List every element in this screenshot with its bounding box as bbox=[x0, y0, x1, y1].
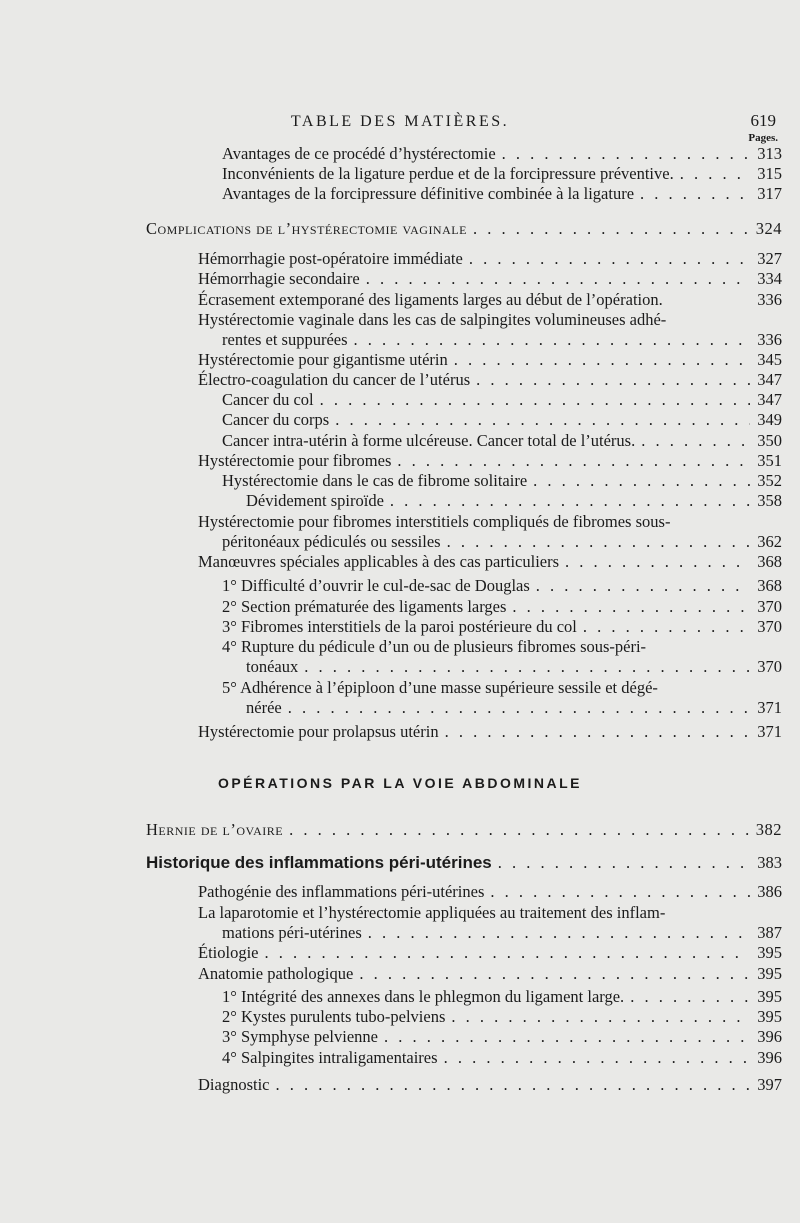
toc-entry: Étiologie . . . 395 bbox=[198, 943, 782, 963]
toc-entry: Hystérectomie pour prolapsus utérin . . . 371 bbox=[198, 722, 782, 742]
toc-entry: Hystérectomie dans le cas de fibrome solitaire . . . 352 bbox=[222, 471, 782, 491]
toc-entry: Hystérectomie pour fibromes . . . 351 bbox=[198, 451, 782, 471]
toc-chapter-entry: Historique des inflammations péri-utérines . . . 383 bbox=[146, 853, 782, 873]
toc-entry: 3° Symphyse pelvienne . . . 396 bbox=[222, 1027, 782, 1047]
page-number: 619 bbox=[750, 111, 776, 130]
toc-entry: Manœuvres spéciales applicables à des cas particuliers . . . 368 bbox=[198, 552, 782, 572]
toc-entry: 2° Kystes purulents tubo-pelviens . . . 395 bbox=[222, 1007, 782, 1027]
toc-entry-line: 5° Adhérence à l’épiploon d’une masse supérieure sessile et dégé- bbox=[222, 678, 658, 697]
toc-entry: Écrasement extemporané des ligaments larges au début de l’opération. 336 bbox=[198, 290, 782, 309]
toc-entry: mations péri-utérines . . . 387 bbox=[222, 923, 782, 943]
toc-entry: Cancer du col . . . 347 bbox=[222, 390, 782, 410]
toc-entry: Diagnostic . . . 397 bbox=[198, 1075, 782, 1095]
toc-entry: 2° Section prématurée des ligaments larges . . . 370 bbox=[222, 597, 782, 617]
toc-entry: Électro-coagulation du cancer de l’utérus . . . 347 bbox=[198, 370, 782, 390]
toc-entry-line: Hystérectomie pour fibromes interstitiels compliqués de fibromes sous- bbox=[198, 512, 671, 531]
toc-entry: Pathogénie des inflammations péri-utérines . . . 386 bbox=[198, 882, 782, 902]
toc-entry: Dévidement spiroïde . . . 358 bbox=[246, 491, 782, 511]
toc-entry: 1° Intégrité des annexes dans le phlegmon du ligament large. . . . 395 bbox=[222, 987, 782, 1007]
toc-entry: 4° Salpingites intraligamentaires . . . 396 bbox=[222, 1048, 782, 1068]
toc-entry: Hémorrhagie secondaire . . . 334 bbox=[198, 269, 782, 289]
toc-entry: Cancer du corps . . . 349 bbox=[222, 410, 782, 430]
toc-entry: Anatomie pathologique . . . 395 bbox=[198, 964, 782, 984]
toc-entry: rentes et suppurées . . . 336 bbox=[222, 330, 782, 350]
toc-entry: nérée . . . 371 bbox=[246, 698, 782, 718]
toc-entry: Avantages de ce procédé d’hystérectomie . . . 313 bbox=[222, 144, 782, 164]
page-header-title: TABLE DES MATIÈRES. bbox=[290, 113, 510, 130]
pages-column-label: Pages. bbox=[748, 132, 778, 144]
section-heading: OPÉRATIONS PAR LA VOIE ABDOMINALE bbox=[217, 775, 583, 791]
toc-entry-line: Hystérectomie vaginale dans les cas de salpingites volumineuses adhé- bbox=[198, 310, 667, 329]
toc-entry: Hémorrhagie post-opératoire immédiate . . . 327 bbox=[198, 249, 782, 269]
toc-entry-line: 4° Rupture du pédicule d’un ou de plusieurs fibromes sous-péri- bbox=[222, 637, 647, 656]
toc-chapter-entry: Complications de l’hystérectomie vaginale . . . 324 bbox=[146, 219, 782, 239]
toc-entry: Avantages de la forcipressure définitive combinée à la ligature . . . 317 bbox=[222, 184, 782, 204]
toc-entry: tonéaux . . . 370 bbox=[246, 657, 782, 677]
toc-entry: péritonéaux pédiculés ou sessiles . . . 362 bbox=[222, 532, 782, 552]
toc-entry-line: La laparotomie et l’hystérectomie appliquées au traitement des inflam- bbox=[198, 903, 666, 922]
toc-entry: Hystérectomie pour gigantisme utérin . . . 345 bbox=[198, 350, 782, 370]
toc-entry: 3° Fibromes interstitiels de la paroi postérieure du col . . . 370 bbox=[222, 617, 782, 637]
toc-entry: Cancer intra-utérin à forme ulcéreuse. Cancer total de l’utérus. . . . 350 bbox=[222, 431, 782, 451]
toc-entry: 1° Difficulté d’ouvrir le cul-de-sac de Douglas . . . 368 bbox=[222, 576, 782, 596]
toc-entry: Inconvénients de la ligature perdue et de la forcipressure préventive. . . . 315 bbox=[222, 164, 782, 184]
toc-chapter-entry: Hernie de l’ovaire . . . 382 bbox=[146, 820, 782, 840]
